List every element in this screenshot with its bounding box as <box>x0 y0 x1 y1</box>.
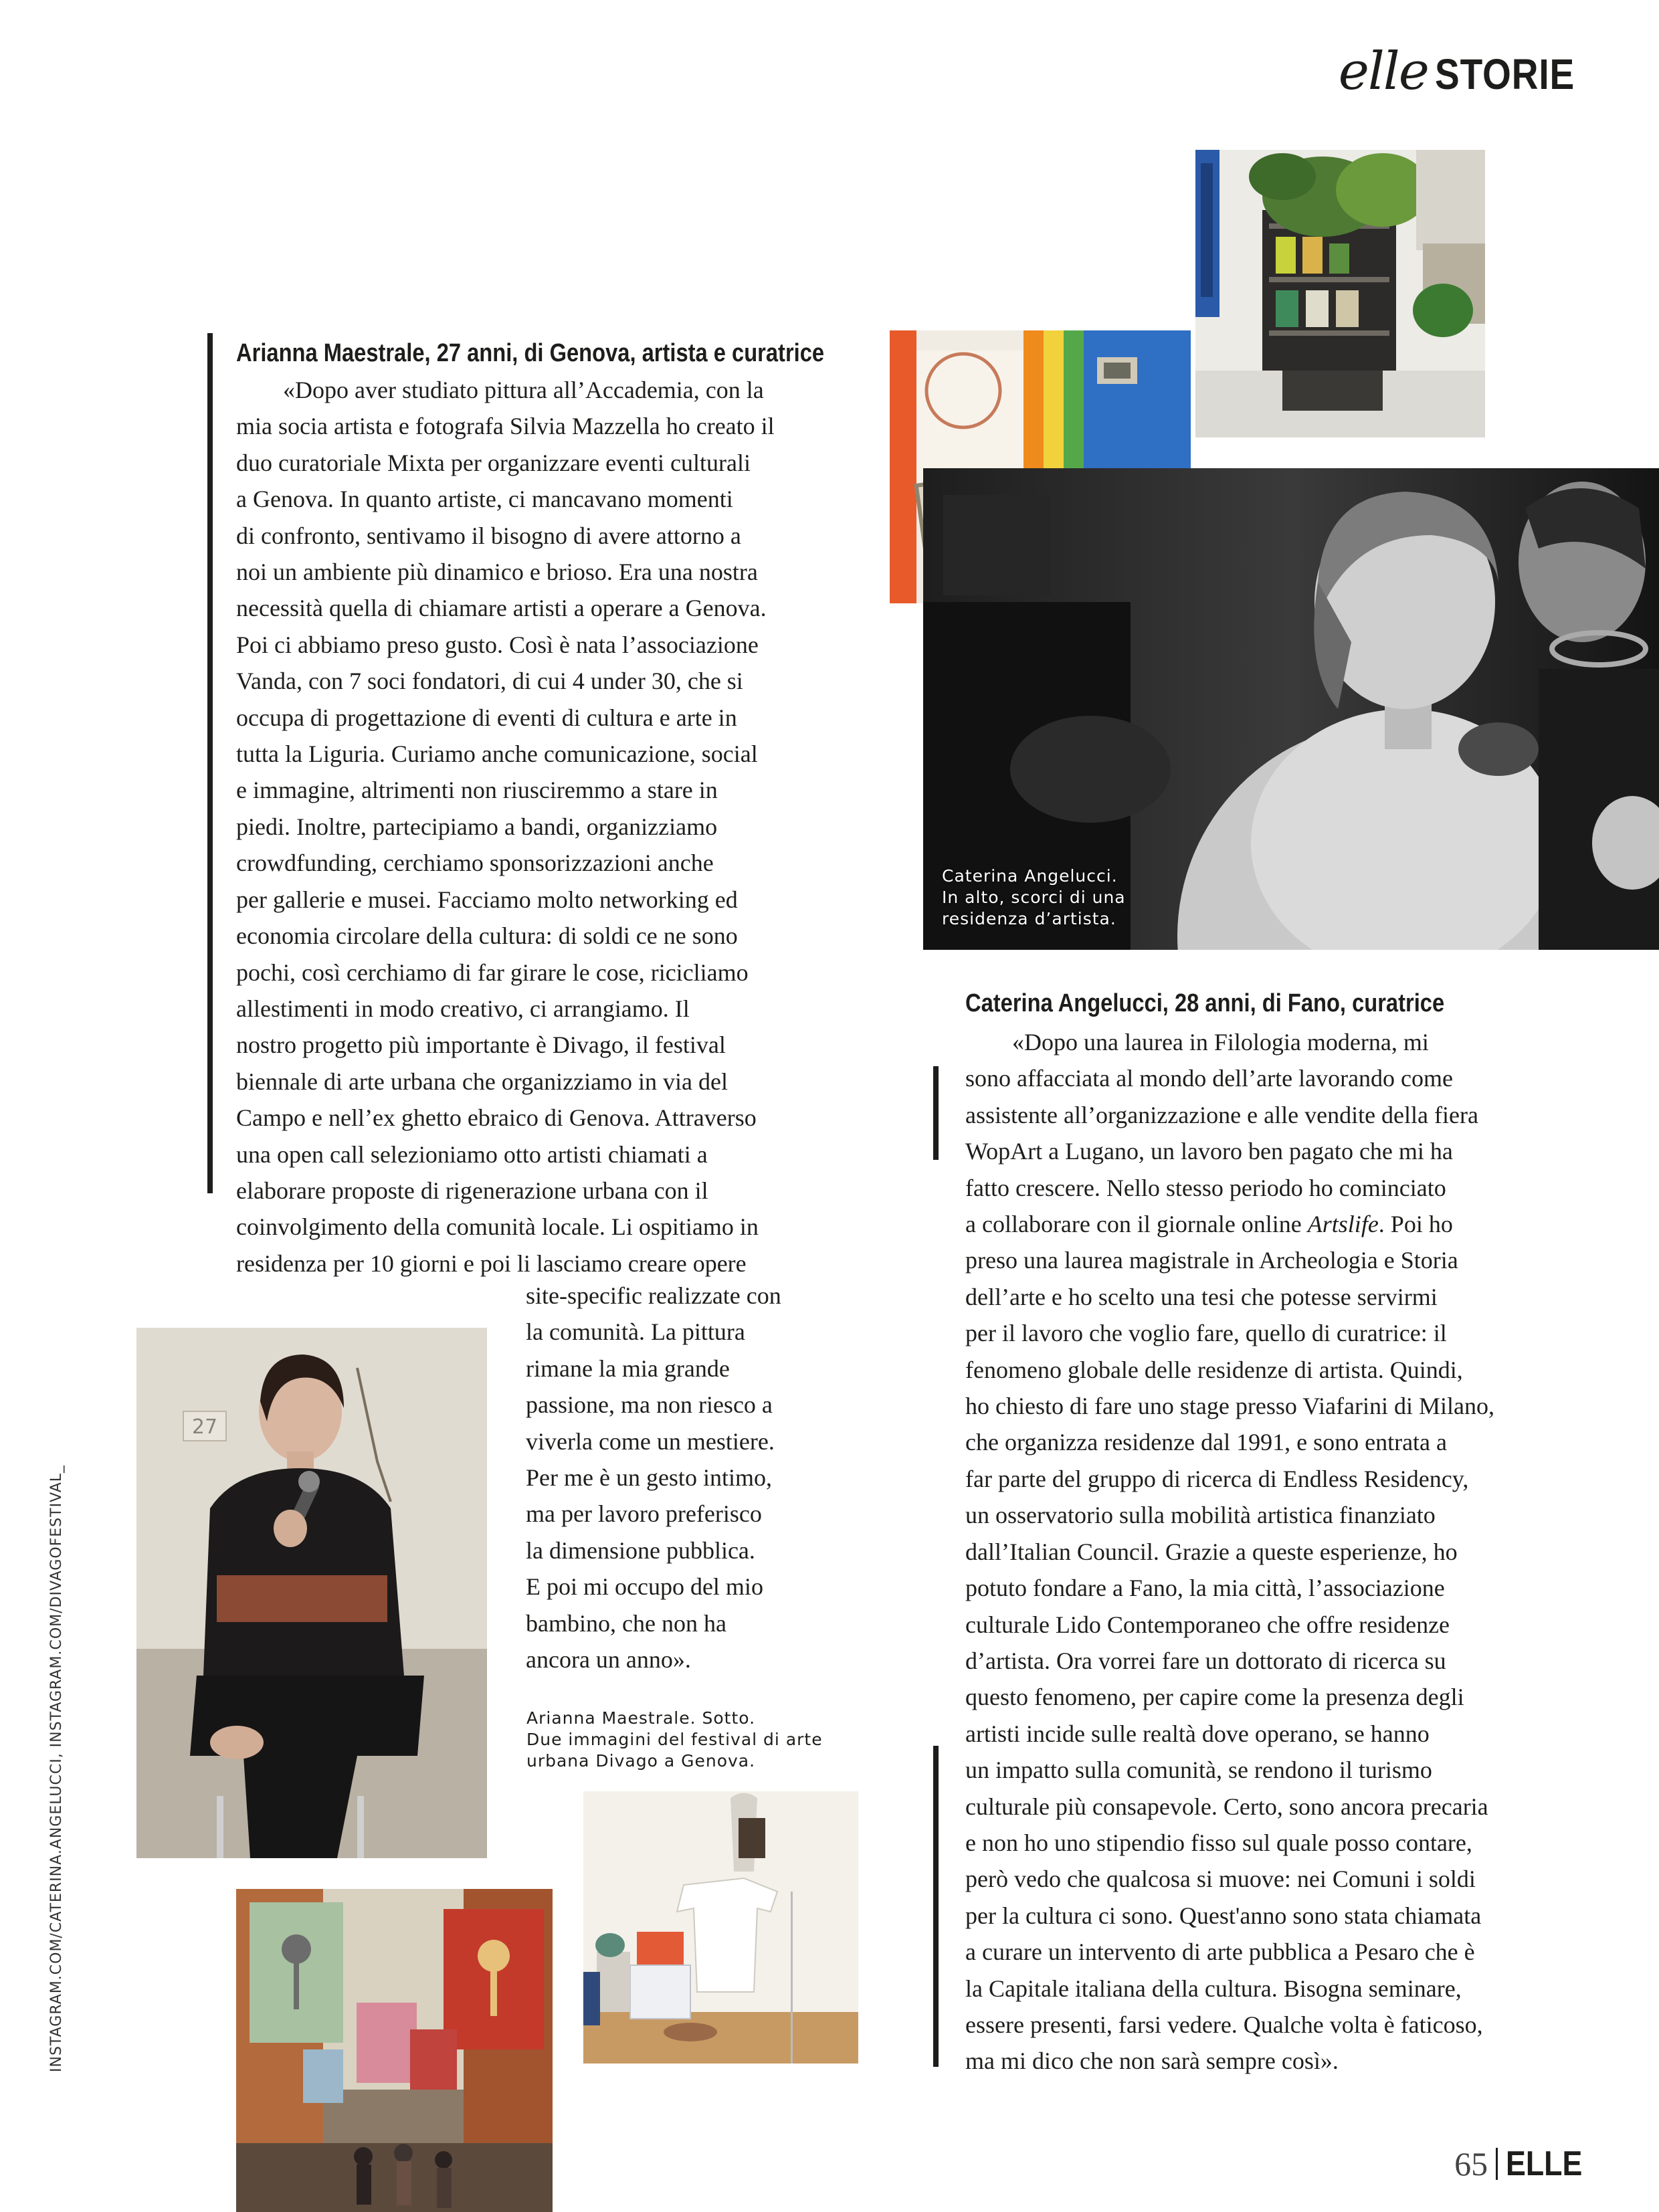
body-line: per la cultura ci sono. Quest'anno sono stata chiamata <box>965 1902 1482 1929</box>
article-heading-arianna: Arianna Maestrale, 27 anni, di Genova, artista e curatrice <box>236 339 825 367</box>
body-line: piedi. Inoltre, partecipiamo a bandi, organizziamo <box>236 813 718 840</box>
body-line: questo fenomeno, per capire come la presenza degli <box>965 1684 1464 1711</box>
body-line: economia circolare della cultura: di soldi ce ne sono <box>236 922 738 950</box>
photo-divago-installation <box>583 1791 858 2064</box>
body-line: dall’Italian Council. Grazie a queste esperienze, ho <box>965 1538 1458 1565</box>
photo-caption-caterina <box>942 866 1126 930</box>
section-label: STORIE <box>1434 50 1575 98</box>
body-line: sono affacciata al mondo dell’arte lavorando come <box>965 1065 1454 1092</box>
body-line: culturale Lido Contemporaneo che offre residenze <box>965 1611 1450 1638</box>
body-line: «Dopo aver studiato pittura all’Accademia, con la <box>283 377 764 403</box>
caption-line: Caterina Angelucci. <box>942 866 1118 886</box>
body-line: coinvolgimento della comunità locale. Li ospitiamo in <box>236 1213 759 1241</box>
body-line: e non ho uno stipendio fisso sul quale posso contare, <box>965 1829 1472 1856</box>
body-line: ho chiesto di fare uno stage presso Viafarini di Milano, <box>965 1393 1494 1420</box>
body-line: Vanda, con 7 soci fondatori, di cui 4 under 30, che si <box>236 668 743 695</box>
photo-credit: INSTAGRAM.COM/CATERINA.ANGELUCCI, INSTAGRAM.COM/DIVAGOFESTIVAL_ <box>48 1464 65 2072</box>
body-line: ma mi dico che non sarà sempre così». <box>965 2047 1339 2075</box>
photo-divago-street-banners <box>236 1889 553 2212</box>
body-line: una open call selezioniamo otto artisti chiamati a <box>236 1140 708 1168</box>
wall-number: 27 <box>191 1415 218 1439</box>
body-line: necessità quella di chiamare artisti a operare a Genova. <box>236 595 767 622</box>
body-line: dell’arte e ho scelto una tesi che potesse servirmi <box>965 1283 1438 1310</box>
body-line: che organizza residenze dal 1991, e sono entrata a <box>965 1429 1447 1456</box>
body-line: artisti incide sulle realtà dove operano, se hanno <box>965 1720 1430 1747</box>
body-line: bambino, che non ha <box>526 1609 726 1637</box>
body-line: per il lavoro che voglio fare, quello di curatrice: il <box>965 1320 1447 1347</box>
body-line: fenomeno globale delle residenze di artista. Quindi, <box>965 1356 1463 1383</box>
body-line: E poi mi occupo del mio <box>526 1573 763 1601</box>
body-line: d’artista. Ora vorrei fare un dottorato di ricerca su <box>965 1647 1446 1674</box>
body-line: viverla come un mestiere. <box>526 1427 775 1455</box>
body-line: «Dopo una laurea in Filologia moderna, mi <box>1012 1029 1429 1055</box>
body-line: un osservatorio sulla mobilità artistica finanziato <box>965 1502 1436 1529</box>
body-line: a curare un intervento di arte pubblica a Pesaro che è <box>965 1938 1475 1966</box>
caption-line: urbana Divago a Genova. <box>526 1751 756 1771</box>
body-line: fatto crescere. Nello stesso periodo ho cominciato <box>965 1174 1446 1201</box>
page-number: 65 <box>1454 2145 1488 2183</box>
body-line: nostro progetto più importante è Divago, il festival <box>236 1031 726 1059</box>
body-line: pochi, così cerchiamo di far girare le cose, ricicliamo <box>236 959 749 986</box>
body-line: culturale più consapevole. Certo, sono ancora precaria <box>965 1793 1488 1820</box>
article-body-arianna-continued <box>526 1278 781 1678</box>
body-line: per gallerie e musei. Facciamo molto networking ed <box>236 886 738 913</box>
column-rule-left <box>207 333 213 1193</box>
photo-caption-arianna <box>526 1708 823 1772</box>
body-line: tutta la Liguria. Curiamo anche comunicazione, social <box>236 740 758 768</box>
body-line: occupa di progettazione di eventi di cultura e arte in <box>236 704 737 731</box>
caption-line: Arianna Maestrale. Sotto. <box>526 1708 756 1728</box>
body-line: ma per lavoro preferisco <box>526 1500 762 1528</box>
body-line: a collaborare con il giornale online Artslife. Poi ho <box>965 1211 1453 1238</box>
body-line: mia socia artista e fotografa Silvia Mazzella ho creato il <box>236 413 775 440</box>
article-heading-caterina: Caterina Angelucci, 28 anni, di Fano, curatrice <box>965 989 1445 1017</box>
page-footer <box>1454 2144 1595 2184</box>
column-rule-right-bottom <box>933 1746 939 2067</box>
article-body-caterina <box>965 1024 1494 2080</box>
body-line: Campo e nell’ex ghetto ebraico di Genova. Attraverso <box>236 1104 757 1132</box>
body-line: la Capitale italiana della cultura. Bisogna seminare, <box>965 1975 1462 2002</box>
body-line: assistente all’organizzazione e alle vendite della fiera <box>965 1101 1478 1128</box>
caption-line: In alto, scorci di una <box>942 888 1126 907</box>
body-line: Per me è un gesto intimo, <box>526 1464 772 1492</box>
article-body-arianna <box>236 372 775 1282</box>
body-line: rimane la mia grande <box>526 1354 730 1382</box>
body-line: biennale di arte urbana che organizziamo in via del <box>236 1068 728 1095</box>
body-line: allestimenti in modo creativo, ci arrangiamo. Il <box>236 995 690 1022</box>
photo-residence-shelf <box>1195 150 1485 437</box>
footer-brand: ELLE <box>1506 2144 1583 2183</box>
body-line: un impatto sulla comunità, se rendono il turismo <box>965 1756 1432 1784</box>
body-line: elaborare proposte di rigenerazione urbana con il <box>236 1177 708 1204</box>
body-line: essere presenti, farsi vedere. Qualche volta è faticoso, <box>965 2011 1483 2038</box>
body-line: la dimensione pubblica. <box>526 1536 755 1564</box>
body-line: passione, ma non riesco a <box>526 1391 773 1419</box>
column-rule-right-top <box>933 1066 939 1160</box>
footer-divider <box>1496 2148 1498 2180</box>
caption-line: Due immagini del festival di arte <box>526 1730 823 1749</box>
caption-line: residenza d’artista. <box>942 909 1116 928</box>
body-line: Poi ci abbiamo preso gusto. Così è nata l’associazione <box>236 631 759 658</box>
body-line: però vedo che qualcosa si muove: nei Comuni i soldi <box>965 1866 1476 1893</box>
body-line: far parte del gruppo di ricerca di Endless Residency, <box>965 1465 1469 1492</box>
body-line: WopArt a Lugano, un lavoro ben pagato che mi ha <box>965 1138 1453 1165</box>
body-line: a Genova. In quanto artiste, ci mancavano momenti <box>236 486 733 513</box>
body-line: residenza per 10 giorni e poi li lasciamo creare opere <box>236 1249 747 1277</box>
body-line: noi un ambiente più dinamico e brioso. Era una nostra <box>236 559 758 586</box>
body-line: e immagine, altrimenti non riusciremmo a stare in <box>236 777 718 804</box>
brand-logo-script: elle <box>1338 41 1428 102</box>
body-line: ancora un anno». <box>526 1646 691 1674</box>
body-line: crowdfunding, cerchiamo sponsorizzazioni anche <box>236 849 714 877</box>
photo-arianna-maestrale <box>136 1328 487 1858</box>
body-line: la comunità. La pittura <box>526 1318 745 1346</box>
body-line: duo curatoriale Mixta per organizzare eventi culturali <box>236 449 751 476</box>
page-header <box>1339 41 1597 102</box>
publication-name: Artslife <box>1307 1211 1379 1238</box>
body-line: di confronto, sentivamo il bisogno di avere attorno a <box>236 522 741 549</box>
body-line: potuto fondare a Fano, la mia città, l’associazione <box>965 1575 1445 1602</box>
body-line: site-specific realizzate con <box>526 1282 781 1309</box>
body-line: preso una laurea magistrale in Archeologia e Storia <box>965 1247 1458 1274</box>
